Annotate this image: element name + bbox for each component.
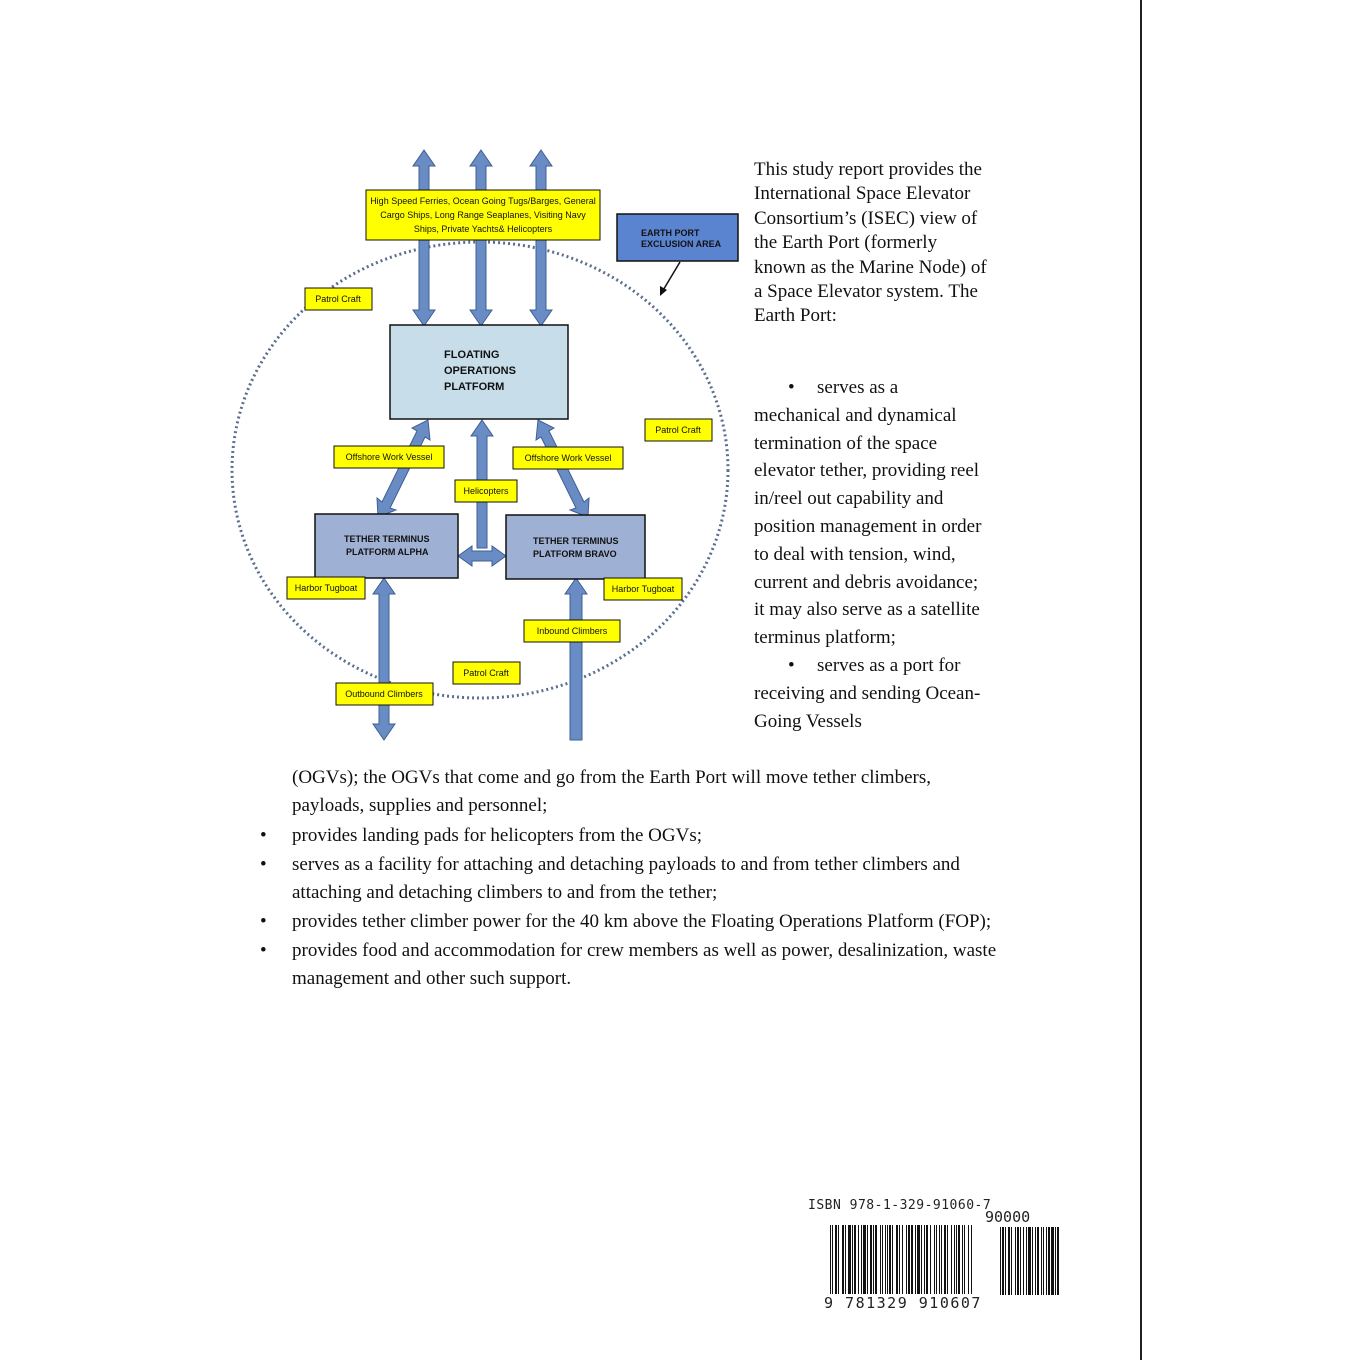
svg-text:Patrol Craft: Patrol Craft [315, 294, 361, 304]
list-item [258, 937, 998, 993]
offshore-work-vessel-label-2 [513, 447, 623, 469]
side-bullet-list [754, 374, 986, 735]
helicopters-label [455, 480, 517, 502]
bullet-dot: • [260, 825, 267, 846]
isbn-barcode [830, 1225, 973, 1295]
inbound-climbers-label [524, 620, 620, 642]
exclusion-pointer-line [662, 262, 680, 292]
side-bullet-2 [754, 652, 986, 735]
book-spine-edge [1140, 0, 1142, 1360]
list-item [258, 908, 998, 936]
side-bullet-2-text: serves as a port for receiving and sending Ocean-Going Vessels [754, 654, 981, 732]
tether-terminus-alpha [315, 514, 458, 578]
side-bullet-1 [754, 374, 986, 652]
intro-paragraph: This study report provides the International Space Elevator Consortium’s (ISEC) view of the Earth Port (formerly known as the Marine Node) of a Space Elevator system. The Earth Port: [754, 159, 987, 327]
barcode-bar [1057, 1227, 1059, 1295]
fop-label-1: FLOATING [444, 349, 500, 361]
svg-text:Ships, Private Yachts& Helicop: Ships, Private Yachts& Helicopters [413, 224, 553, 234]
harbor-tugboat-label-2 [604, 578, 682, 600]
svg-text:Outbound Climbers: Outbound Climbers [345, 689, 423, 699]
patrol-craft-label-3 [453, 662, 520, 684]
bullet-list [258, 822, 998, 994]
alpha-label-2: PLATFORM ALPHA [346, 547, 429, 557]
fop-label-3: PLATFORM [444, 381, 505, 393]
svg-text:Helicopters: Helicopters [463, 486, 509, 496]
bravo-label-2: PLATFORM BRAVO [533, 549, 617, 559]
svg-text:Cargo Ships, Long Range Seapla: Cargo Ships, Long Range Seaplanes, Visiting Navy [380, 210, 586, 220]
exclusion-label-2: EXCLUSION AREA [641, 239, 722, 249]
fop-label-2: OPERATIONS [444, 365, 516, 377]
bullet-dot: • [788, 377, 795, 398]
barcode-bar [972, 1225, 973, 1295]
alpha-label-1: TETHER TERMINUS [344, 534, 430, 544]
bullet-continuation: (OGVs); the OGVs that come and go from the Earth Port will move tether climbers, payloads, supplies and personnel; [292, 767, 931, 816]
svg-text:Patrol Craft: Patrol Craft [463, 668, 509, 678]
offshore-work-vessel-label-1 [334, 446, 444, 468]
svg-text:High Speed Ferries, Ocean Goin: High Speed Ferries, Ocean Going Tugs/Barges, General [370, 196, 596, 206]
patrol-craft-label-2 [645, 419, 712, 441]
exclusion-label-1: EARTH PORT [641, 228, 700, 238]
isbn-number: ISBN 978-1-329-91060-7 [808, 1198, 992, 1213]
price-barcode [1000, 1227, 1059, 1295]
tether-terminus-bravo [506, 515, 645, 579]
list-item-text: provides tether climber power for the 40 km above the Floating Operations Platform (FOP); [292, 911, 992, 932]
list-item [258, 822, 998, 850]
list-item-text: provides landing pads for helicopters from the OGVs; [292, 825, 702, 846]
side-bullet-1-text: serves as a mechanical and dynamical termination of the space elevator tether, providing reel in/reel out capability and position management in order to deal with tension, wind, current and debris avoidance; it may also serve as a satellite terminus platform; [754, 377, 982, 649]
svg-text:Inbound Climbers: Inbound Climbers [536, 626, 608, 636]
bullet-dot: • [260, 940, 267, 961]
list-item-text: provides food and accommodation for crew members as well as power, desalinization, waste management and other such support. [292, 940, 997, 989]
bullet-dot: • [260, 911, 267, 932]
outbound-climbers-label [336, 683, 433, 705]
price-code: 90000 [985, 1208, 1031, 1226]
bullet-dot: • [788, 654, 795, 676]
svg-text:Offshore Work Vessel: Offshore Work Vessel [524, 453, 612, 463]
harbor-tugboat-label-1 [287, 577, 365, 599]
bullet-dot: • [260, 854, 267, 875]
list-item [258, 851, 998, 907]
list-item-text: serves as a facility for attaching and detaching payloads to and from tether climbers and attaching and detaching climbers to and from the tether; [292, 854, 960, 903]
svg-text:Patrol Craft: Patrol Craft [655, 425, 701, 435]
svg-text:Harbor Tugboat: Harbor Tugboat [294, 583, 358, 593]
patrol-craft-label-1 [305, 288, 372, 310]
svg-text:Offshore Work Vessel: Offshore Work Vessel [345, 452, 433, 462]
svg-text:Harbor Tugboat: Harbor Tugboat [611, 584, 675, 594]
outbound-climbers-arrow [373, 578, 395, 740]
helicopters-crossbar [458, 546, 506, 566]
bravo-label-1: TETHER TERMINUS [533, 536, 619, 546]
inbound-climbers-arrow [565, 578, 587, 740]
barcode-digits: 9 781329 910607 [824, 1294, 982, 1312]
top-traffic-label [366, 190, 600, 240]
exclusion-pointer-head [660, 286, 667, 296]
